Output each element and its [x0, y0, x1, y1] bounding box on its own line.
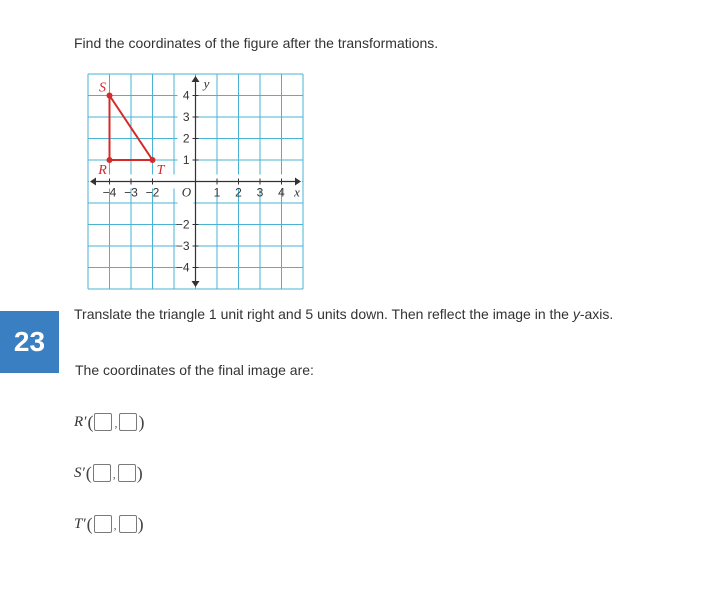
final-image-label: The coordinates of the final image are:	[75, 362, 314, 378]
r-prime-x-input[interactable]	[94, 413, 112, 431]
r-prime-y-input[interactable]	[119, 413, 137, 431]
x-tick-label: −2	[145, 185, 160, 200]
comma: ,	[114, 416, 118, 430]
close-paren: )	[136, 462, 143, 483]
comma: ,	[112, 467, 116, 481]
t-prime-y-input[interactable]	[119, 515, 137, 533]
y-tick-label: 4	[182, 88, 190, 103]
y-tick-label: −4	[175, 260, 190, 275]
answer-label-t: T′	[74, 515, 86, 532]
open-paren: (	[87, 411, 94, 432]
answer-label-s: S′	[74, 464, 85, 481]
x-tick-label: 4	[278, 185, 285, 200]
x-tick-label: 2	[235, 185, 242, 200]
instruction-axis: y	[572, 306, 580, 322]
y-tick-label: 1	[182, 153, 190, 167]
instruction-text	[74, 306, 613, 322]
prompt-text: Find the coordinates of the figure after the transformations.	[74, 35, 439, 51]
origin-label: O	[181, 184, 192, 200]
x-tick-label: −4	[102, 185, 117, 200]
vertex-point-t	[150, 157, 156, 163]
answer-label-r: R′	[74, 413, 87, 430]
open-paren: (	[85, 462, 92, 483]
x-axis-label: x	[294, 184, 300, 200]
s-prime-x-input[interactable]	[93, 464, 111, 482]
vertex-point-r	[107, 157, 113, 163]
s-prime-y-input[interactable]	[118, 464, 136, 482]
y-tick-label: 2	[182, 131, 190, 146]
y-tick-label: −2	[175, 217, 190, 232]
answer-row-s	[74, 462, 144, 484]
x-tick-label: 3	[256, 185, 264, 200]
y-tick-label: 3	[182, 110, 190, 124]
coordinate-graph	[85, 70, 305, 292]
vertex-label-s: S	[99, 80, 106, 96]
question-number-badge: 23	[0, 311, 59, 373]
close-paren: )	[138, 411, 145, 432]
instruction-before: Translate the triangle 1 unit right and 5 units down. Then reflect the image in the	[74, 306, 573, 322]
open-paren: (	[86, 513, 93, 534]
coordinate-plane	[85, 70, 305, 292]
answer-row-t	[74, 513, 145, 535]
t-prime-x-input[interactable]	[94, 515, 112, 533]
x-tick-label: 1	[213, 185, 221, 200]
vertex-label-t: T	[156, 163, 165, 178]
vertex-label-r: R	[98, 163, 107, 178]
y-axis-label: y	[203, 76, 210, 91]
y-tick-label: −3	[175, 239, 190, 253]
instruction-after: -axis.	[579, 306, 614, 322]
x-tick-label: −3	[124, 185, 138, 200]
answer-row-r	[74, 411, 145, 433]
close-paren: )	[137, 513, 144, 534]
comma: ,	[113, 518, 117, 532]
vertex-point-s	[107, 93, 113, 99]
